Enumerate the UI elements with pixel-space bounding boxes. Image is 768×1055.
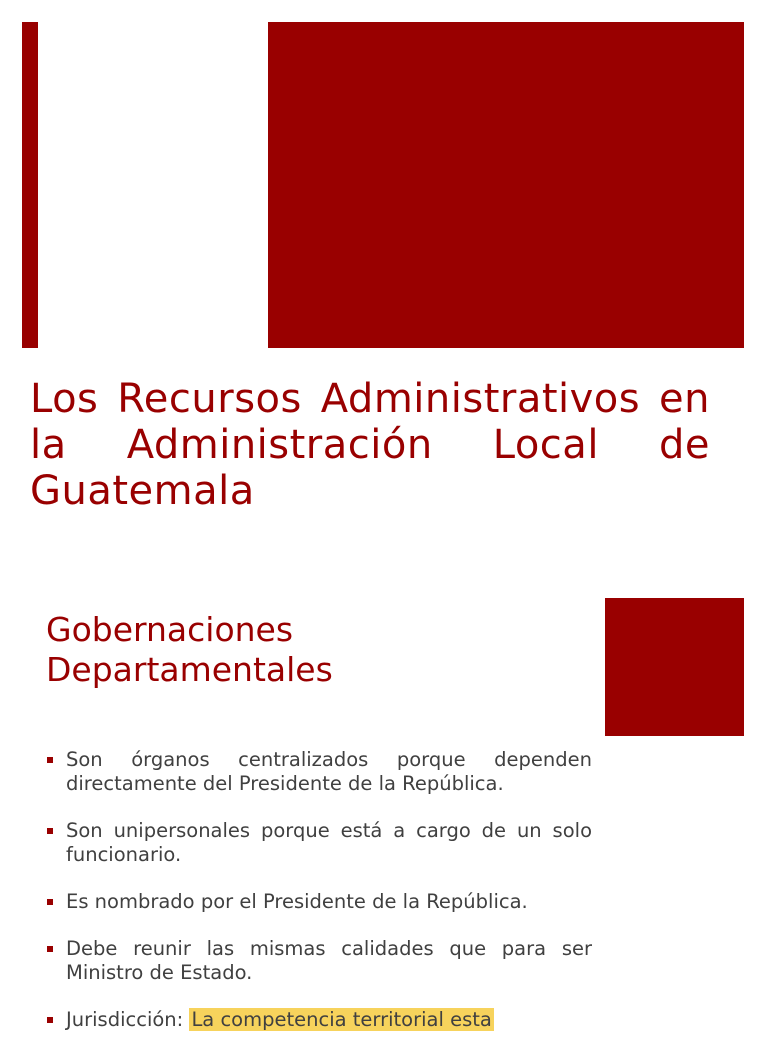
accent-bar-left <box>22 22 38 348</box>
list-item-text: Es nombrado por el Presidente de la República. <box>66 890 528 913</box>
list-item-prefix: Jurisdicción: <box>66 1008 184 1031</box>
square-bullet-icon <box>47 828 53 834</box>
bullet-list <box>46 748 592 1055</box>
list-item <box>46 819 592 867</box>
square-bullet-icon <box>47 757 53 763</box>
list-item-text: Son unipersonales porque está a cargo de un solo funcionario. <box>66 819 592 866</box>
list-item <box>46 890 592 914</box>
list-item <box>46 748 592 796</box>
square-bullet-icon <box>47 1017 53 1023</box>
list-item <box>46 1008 592 1032</box>
list-item-text: Debe reunir las mismas calidades que para ser Ministro de Estado. <box>66 937 592 984</box>
square-bullet-icon <box>47 946 53 952</box>
list-item-text: Son órganos centralizados porque dependen directamente del Presidente de la República. <box>66 748 592 795</box>
page-title: Los Recursos Administrativos en la Administración Local de Guatemala <box>30 376 710 514</box>
accent-block-side <box>605 598 744 736</box>
list-item <box>46 937 592 985</box>
square-bullet-icon <box>47 899 53 905</box>
highlighted-text: La competencia territorial esta <box>191 1008 492 1031</box>
section-subtitle: Gobernaciones Departamentales <box>46 610 333 689</box>
accent-block-top <box>268 22 744 348</box>
